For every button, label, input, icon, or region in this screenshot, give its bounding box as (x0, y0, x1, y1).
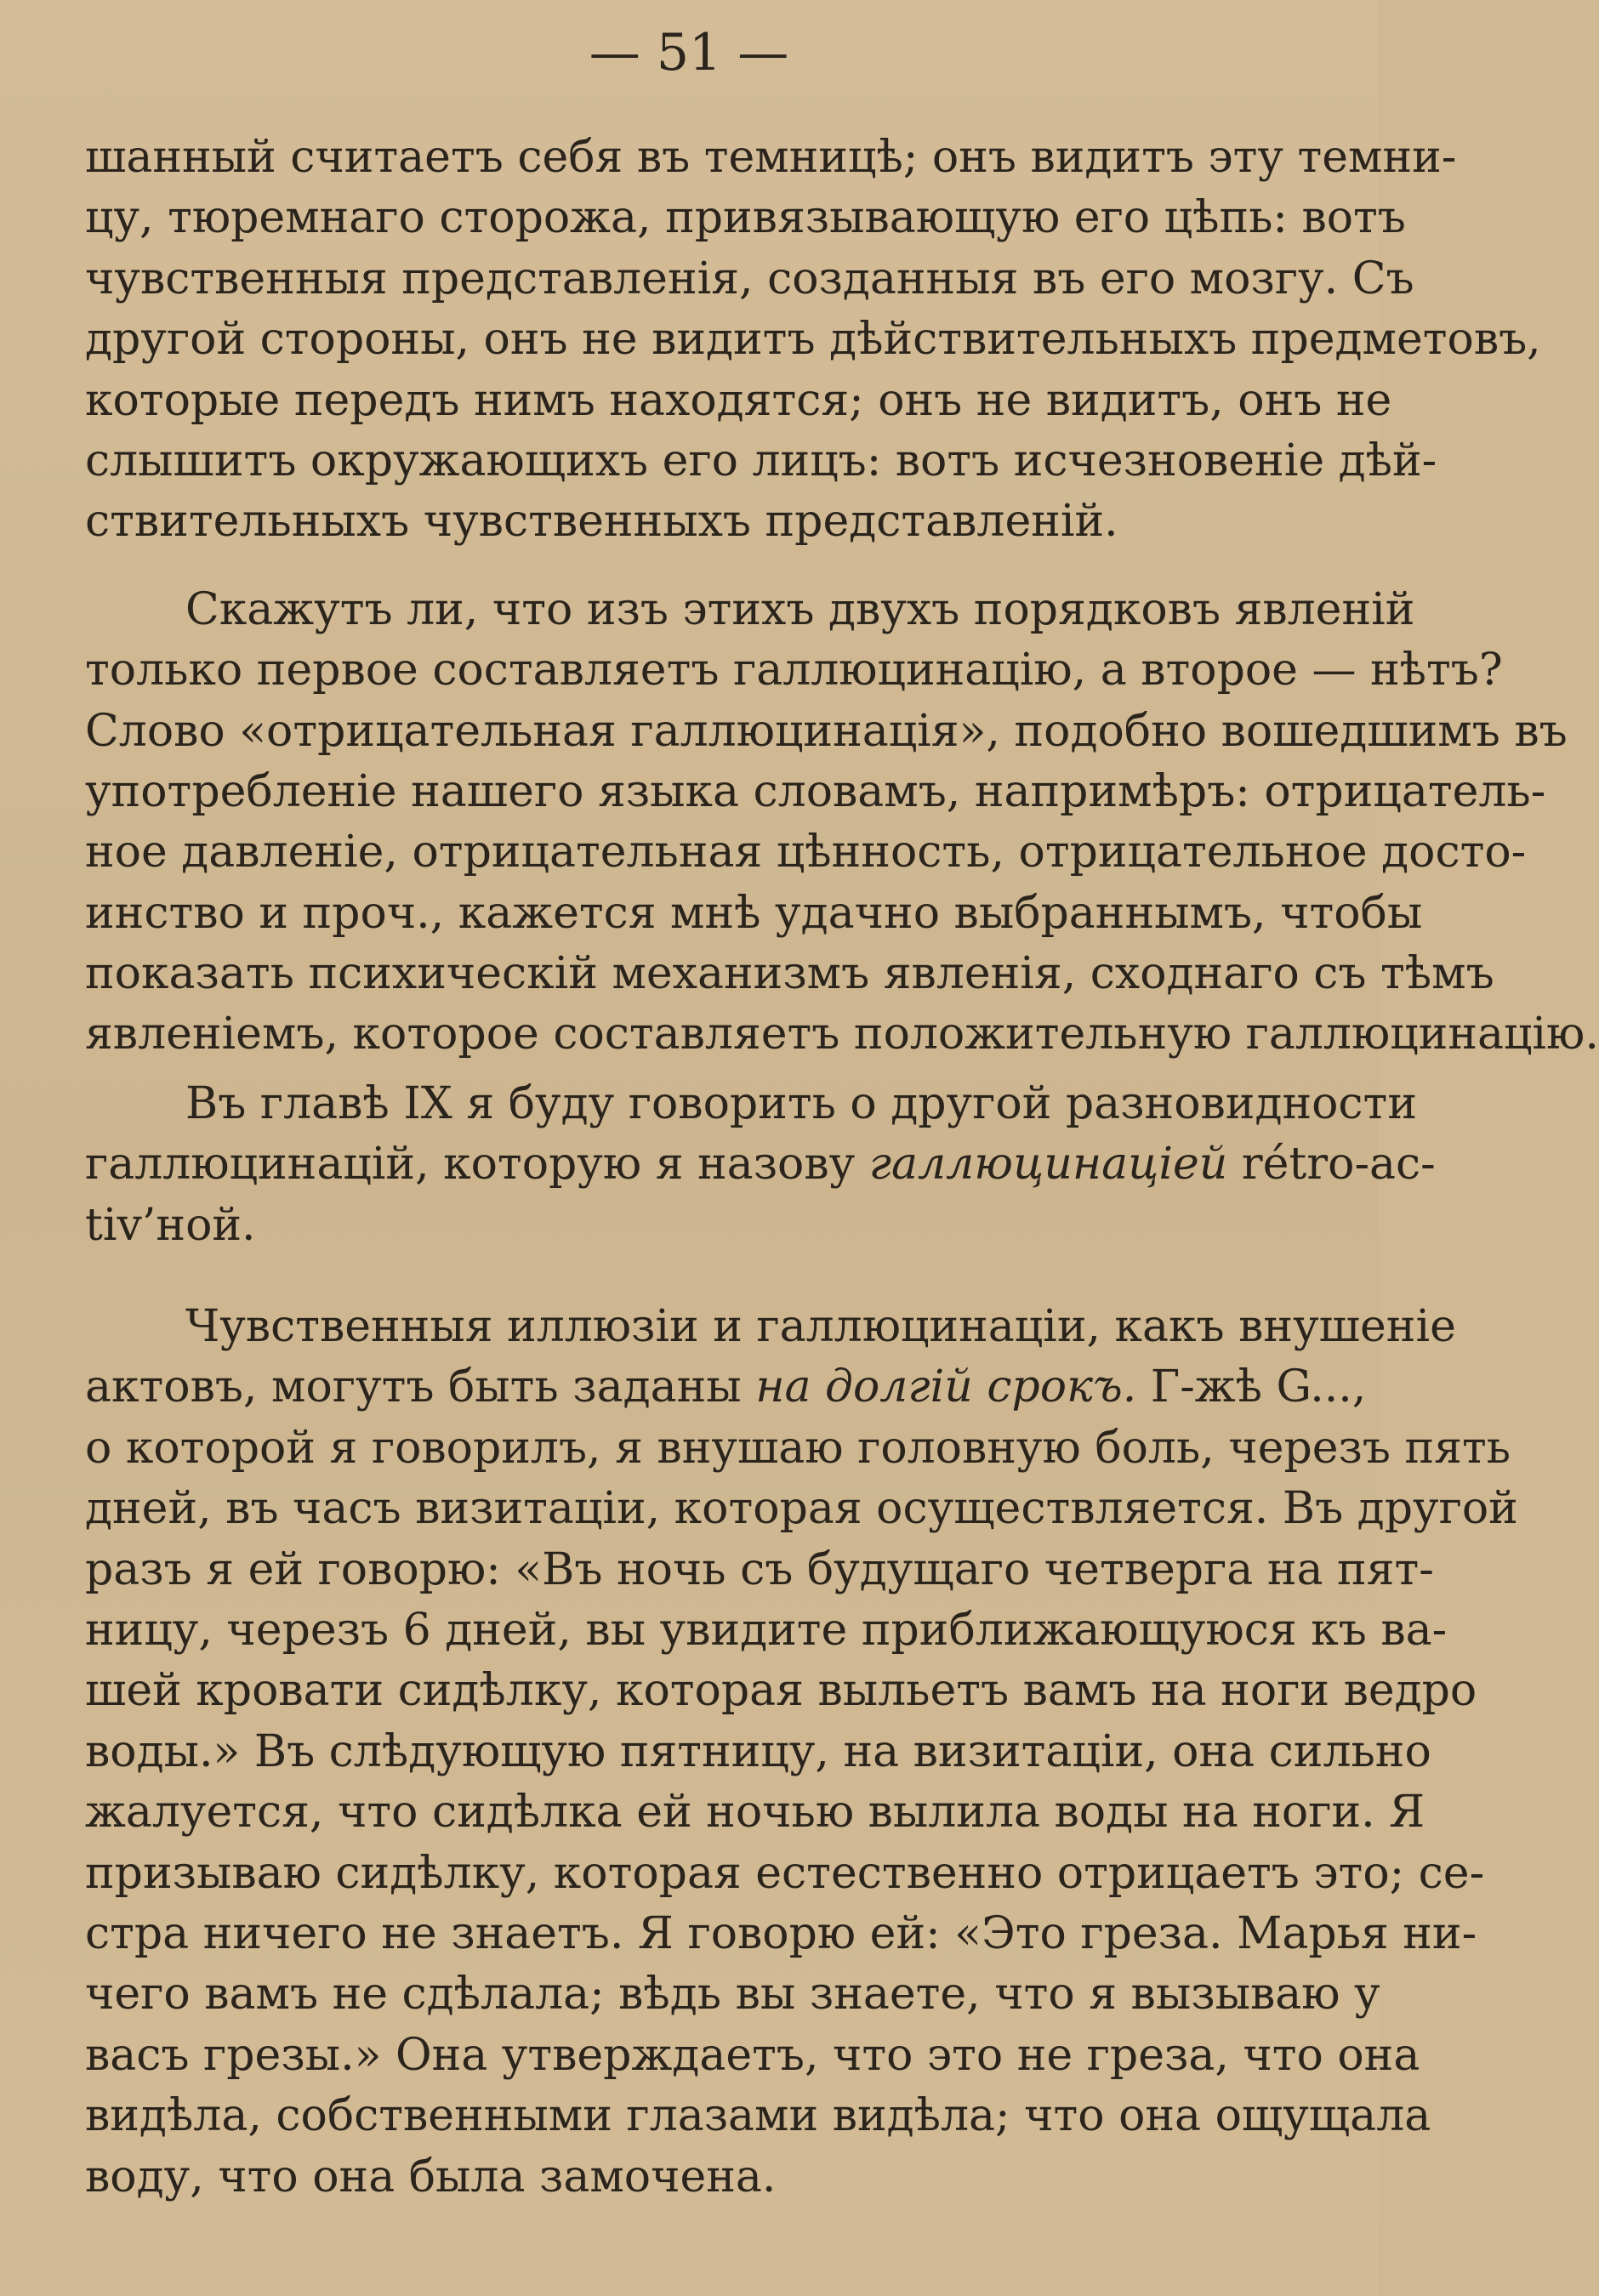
text-line: чего вамъ не сдѣлала; вѣдь вы знаете, что я вызываю у (85, 1969, 1380, 2020)
text-line: цу, тюремнаго сторожа, привязывающую его цѣпь: вотъ (85, 192, 1406, 244)
page-body (85, 128, 1599, 2208)
text-line: воду, что она была замочена. (85, 2151, 777, 2202)
text-line: чувственныя представленія, созданныя въ его мозгу. Съ (85, 253, 1414, 304)
text-line: инство и проч., кажется мнѣ удачно выбраннымъ, чтобы (85, 887, 1423, 939)
text-line: ницу, черезъ 6 дней, вы увидите приближающуюся къ ва- (85, 1604, 1448, 1656)
text-line: употребленіе нашего языка словамъ, напримѣръ: отрицатель- (85, 765, 1546, 817)
text-line: жалуется, что сидѣлка ей ночью вылила воды на ноги. Я (85, 1787, 1425, 1839)
text-line: Слово «отрицательная галлюцинація», подобно вошедшимъ въ (85, 705, 1568, 757)
text-run: галлюцинацій, которую я назову (85, 1139, 869, 1191)
text-line: явленіемъ, которое составляетъ положительную галлюцинацію. (85, 1009, 1599, 1060)
paragraph-3 (85, 1074, 1436, 1256)
italic-term: на долгій срокъ. (755, 1361, 1137, 1413)
paragraph-2 (85, 580, 1599, 1066)
text-line: шанный считаетъ себя въ темницѣ; онъ видитъ эту темни- (85, 132, 1457, 183)
text-line: Чувственныя иллюзіи и галлюцинаціи, какъ внушеніе (185, 1301, 1456, 1353)
italic-term: галлюцинаціей (868, 1139, 1228, 1191)
text-run: Г-жѣ G..., (1136, 1361, 1367, 1413)
page-number: — 51 — (589, 23, 789, 82)
text-line: другой стороны, онъ не видитъ дѣйствительныхъ предметовъ, (85, 314, 1541, 366)
text-line: разъ я ей говорю: «Въ ночь съ будущаго четверга на пят- (85, 1543, 1434, 1595)
text-line: васъ грезы.» Она утверждаетъ, что это не греза, что она (85, 2029, 1420, 2081)
text-run: rétro-ac- (1227, 1139, 1436, 1191)
text-line: воды.» Въ слѣдующую пятницу, на визитаціи, она сильно (85, 1725, 1431, 1777)
text-line: дней, въ часъ визитаціи, которая осуществляется. Въ другой (85, 1483, 1518, 1535)
text-line: ное давленіе, отрицательная цѣнность, отрицательное досто- (85, 827, 1527, 878)
text-line: призываю сидѣлку, которая естественно отрицаетъ это; се- (85, 1847, 1485, 1899)
text-line: Скажутъ ли, что изъ этихъ двухъ порядковъ явленій (185, 583, 1415, 635)
text-line: показать психическій механизмъ явленія, сходнаго съ тѣмъ (85, 948, 1494, 1000)
text-line: только первое составляетъ галлюцинацію, а второе — нѣтъ? (85, 645, 1503, 696)
text-line: видѣла, собственными глазами видѣла; что она ощущала (85, 2090, 1431, 2142)
text-line: слышитъ окружающихъ его лицъ: вотъ исчезновеніе дѣй- (85, 435, 1437, 486)
text-line: Въ главѣ IX я буду говорить о другой разновидности (185, 1077, 1417, 1129)
text-line: шей кровати сидѣлку, которая выльетъ вамъ на ноги ведро (85, 1665, 1477, 1717)
text-line: стра ничего не знаетъ. Я говорю ей: «Это греза. Марья ни- (85, 1907, 1477, 1959)
text-line: ствительныхъ чувственныхъ представленій. (85, 496, 1118, 548)
text-line: которые передъ нимъ находятся; онъ не видитъ, онъ не (85, 374, 1392, 426)
text-run: актовъ, могутъ быть заданы (85, 1361, 756, 1413)
paragraph-4 (85, 1297, 1518, 2208)
paragraph-1 (85, 128, 1541, 553)
text-line: tiv’ной. (85, 1199, 256, 1251)
text-line: о которой я говорилъ, я внушаю головную боль, черезъ пять (85, 1422, 1511, 1474)
text-line (85, 1357, 1367, 1418)
text-line (85, 1134, 1436, 1195)
